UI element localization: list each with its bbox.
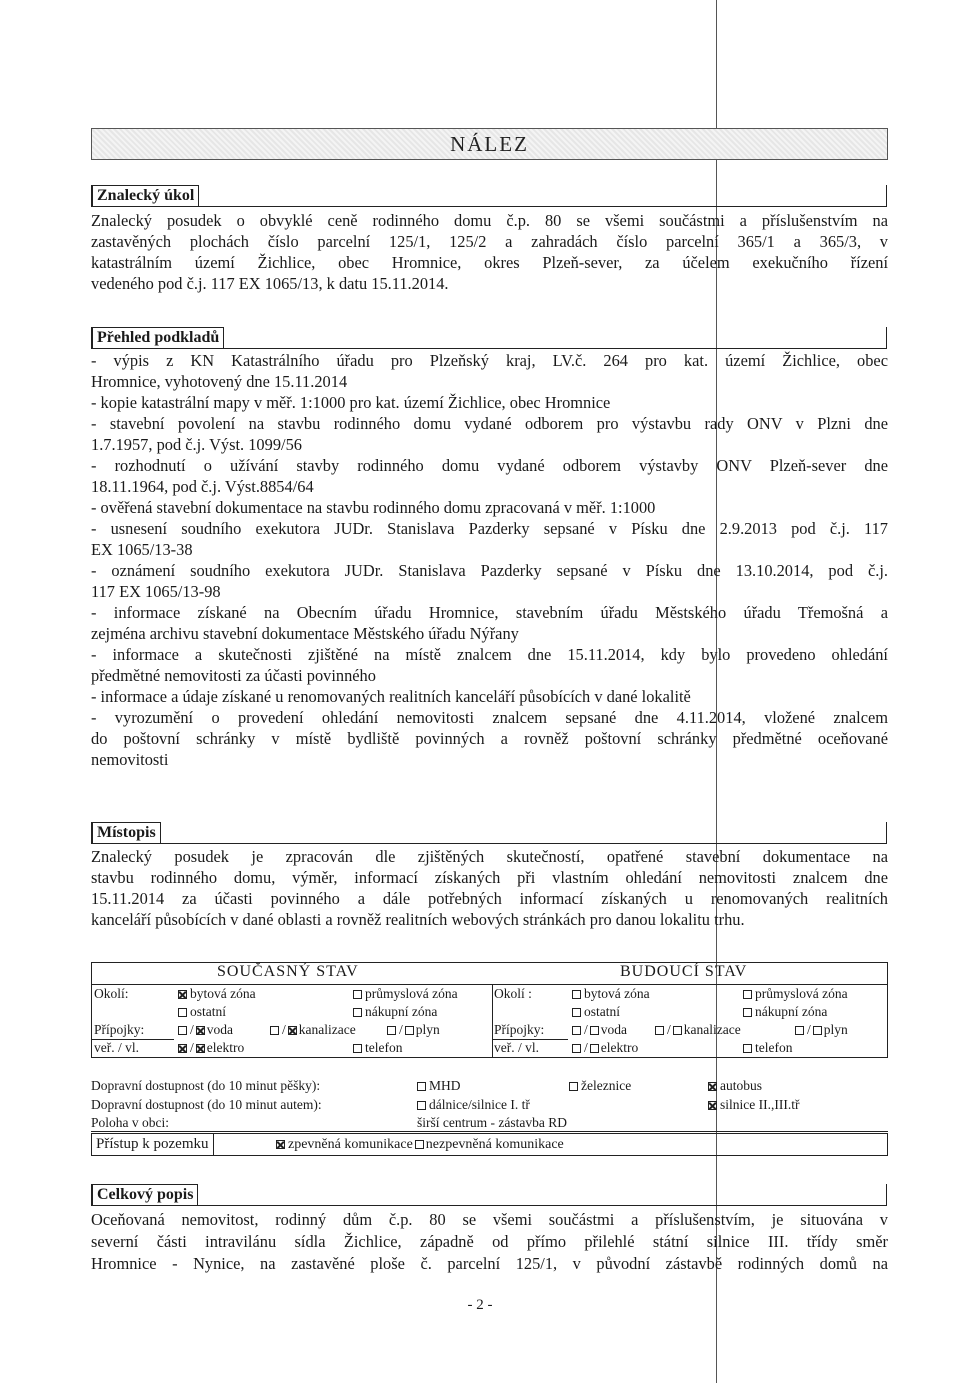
section-heading-box <box>91 185 887 207</box>
podklady-list <box>91 350 888 770</box>
section-heading-box <box>91 327 887 349</box>
connection-voda: / voda <box>178 1021 233 1039</box>
poloha-label: Poloha v obci: <box>91 1115 169 1130</box>
empty-box-icon <box>417 1082 426 1091</box>
list-item: - stavební povolení na stavbu rodinného domu vydané odborem pro výstavbu rady ONV v Plzni dne <box>91 414 888 433</box>
connection-voda: / voda <box>572 1021 627 1039</box>
pristup-label: Přístup k pozemku <box>92 1134 214 1155</box>
connection-telefon: telefon <box>353 1039 402 1057</box>
empty-box-icon <box>572 1008 581 1017</box>
connection-kanalizace: / kanalizace <box>655 1021 741 1039</box>
empty-box-icon <box>743 1044 752 1053</box>
empty-box-icon <box>417 1101 426 1110</box>
list-item: nemovitosti <box>91 750 169 769</box>
text-line: Hromnice - Nynice, na zastavěné ploše č. parcelní 125/1, v původní zástavbě rodinných domů na <box>91 1254 888 1273</box>
empty-box-icon <box>655 1026 664 1035</box>
pristup-row <box>91 1133 888 1156</box>
celkovy-paragraph <box>91 1209 888 1275</box>
connection-elektro: / elektro <box>178 1039 244 1057</box>
section-heading-box <box>91 1184 887 1206</box>
pripojky-label: Přípojky: <box>94 1022 145 1037</box>
access-autobus: autobus <box>708 1077 762 1095</box>
empty-box-icon <box>743 1008 752 1017</box>
list-item: - rozhodnutí o užívání stavby rodinného domu vydané odborem výstavby ONV Plzeň-sever dne <box>91 456 888 475</box>
current-state-title: SOUČASNÝ STAV <box>217 963 359 980</box>
list-item: 117 EX 1065/13-98 <box>91 582 221 601</box>
page-title: NÁLEZ <box>450 132 529 156</box>
list-item: zejména archivu stavební dokumentace Městského úřadu Nýřany <box>91 624 519 643</box>
pripojky-label: Přípojky: <box>494 1022 545 1037</box>
list-item: EX 1065/13-38 <box>91 540 193 559</box>
empty-box-icon <box>415 1140 424 1149</box>
future-state-title: BUDOUCÍ STAV <box>620 963 748 980</box>
section-heading: Znalecký úkol <box>92 185 199 206</box>
empty-box-icon <box>569 1082 578 1091</box>
list-item: předmětné nemovitosti za účasti povinného <box>91 666 376 685</box>
empty-box-icon <box>178 1026 187 1035</box>
access-dalnice: dálnice/silnice I. tř <box>417 1096 530 1114</box>
list-item: - informace získané na Obecním úřadu Hromnice, stavebním úřadu Městského úřadu Třemošná a <box>91 603 888 622</box>
ver-label: veř. / vl. <box>494 1040 539 1055</box>
checkbox-item: bytová zóna <box>178 985 256 1003</box>
section-heading-box <box>91 822 887 844</box>
empty-box-icon <box>795 1026 804 1035</box>
checked-box-icon <box>178 990 187 999</box>
table-divider <box>492 984 493 1058</box>
empty-box-icon <box>270 1026 279 1035</box>
list-item: 18.11.1964, pod č.j. Výst.8854/64 <box>91 477 314 496</box>
list-item: - výpis z KN Katastrálního úřadu pro Plzeňský kraj, LV.č. 264 pro kat. území Žichlice, obec <box>91 351 888 370</box>
okoli-label: Okolí : <box>494 986 532 1001</box>
checkbox-item: ostatní <box>572 1003 620 1021</box>
connection-kanalizace: / kanalizace <box>270 1021 356 1039</box>
empty-box-icon <box>813 1026 822 1035</box>
text-line: Znalecký posudek o obvyklé ceně rodinného domu č.p. 80 se všemi součástmi a příslušenstvím na <box>91 211 888 230</box>
connection-plyn: / plyn <box>387 1021 440 1039</box>
checked-box-icon <box>196 1044 205 1053</box>
list-item: - vyrozumění o provedení ohledání nemovitosti znalcem sepsané dne 4.11.2014, vložené znalcem <box>91 708 888 727</box>
section-heading: Místopis <box>92 822 161 843</box>
checkbox-item: nákupní zóna <box>743 1003 827 1021</box>
list-item: - kopie katastrální mapy v měř. 1:1000 pro kat. území Žichlice, obec Hromnice <box>91 393 611 412</box>
page-number: - 2 - <box>467 1297 493 1313</box>
checked-box-icon <box>288 1026 297 1035</box>
poloha-value: širší centrum - zástavba RD <box>417 1115 567 1130</box>
empty-box-icon <box>405 1026 414 1035</box>
list-item: - ověřená stavební dokumentace na stavbu rodinného domu zpracovaná v měř. 1:1000 <box>91 498 656 517</box>
list-item: - informace a údaje získané u renomovaných realitních kanceláří působících v dané lokalitě <box>91 687 691 706</box>
list-item: - usnesení soudního exekutora JUDr. Stanislava Pazderky sepsané v Písku dne 2.9.2013 pod č.j. 117 <box>91 519 888 538</box>
access-mhd: MHD <box>417 1077 461 1095</box>
access-zeleznice: železnice <box>569 1077 631 1095</box>
section-heading: Celkový popis <box>92 1184 198 1205</box>
list-item: do poštovní schránky v místě bydliště povinných a rovněž poštovní schránky předmětné oceňované <box>91 729 888 748</box>
ver-label: veř. / vl. <box>94 1040 139 1055</box>
empty-box-icon <box>387 1026 396 1035</box>
empty-box-icon <box>353 1008 362 1017</box>
list-item: Hromnice, vyhotovený dne 15.11.2014 <box>91 372 348 391</box>
checkbox-item: průmyslová zóna <box>353 985 458 1003</box>
empty-box-icon <box>590 1044 599 1053</box>
checked-box-icon <box>708 1101 717 1110</box>
empty-box-icon <box>590 1026 599 1035</box>
checked-box-icon <box>196 1026 205 1035</box>
empty-box-icon <box>743 990 752 999</box>
access-block <box>91 1077 888 1133</box>
checkbox-item: průmyslová zóna <box>743 985 848 1003</box>
access-silnice: silnice II.,III.tř <box>708 1096 799 1114</box>
text-line: katastrálním území Žichlice, obec Hromnice, okres Plzeň-sever, za účelem exekučního řízení <box>91 253 888 272</box>
pristup-value: zpevněná komunikace nezpevněná komunikace <box>276 1134 564 1155</box>
state-table <box>91 962 888 1058</box>
empty-box-icon <box>353 990 362 999</box>
section-heading: Přehled podkladů <box>92 327 224 348</box>
access-divider <box>91 1131 888 1132</box>
ukol-paragraph <box>91 210 888 294</box>
text-line: kanceláří působících v dané oblasti a rovněž realitních webových stránkách pro danou lokalitu trhu. <box>91 910 745 929</box>
checkbox-item: ostatní <box>178 1003 226 1021</box>
checkbox-item: nákupní zóna <box>353 1003 437 1021</box>
empty-box-icon <box>572 990 581 999</box>
checked-box-icon <box>178 1044 187 1053</box>
list-item: 1.7.1957, pod č.j. Výst. 1099/56 <box>91 435 302 454</box>
empty-box-icon <box>572 1044 581 1053</box>
text-line: Znalecký posudek je zpracován dle zjištěných skutečností, opatřené stavební dokumentace na <box>91 847 888 866</box>
mistopis-paragraph <box>91 846 888 930</box>
text-line: Oceňovaná nemovitost, rodinný dům č.p. 80 se všemi součástmi a příslušenstvím, je situována v <box>91 1210 888 1229</box>
empty-box-icon <box>673 1026 682 1035</box>
text-line: severní části intravilánu sídla Žichlice, západně od přímo přilehlé státní silnice III. třídy směr <box>91 1232 888 1251</box>
checkbox-item: bytová zóna <box>572 985 650 1003</box>
list-item: - informace a skutečnosti zjištěné na místě znalcem dne 15.11.2014, kdy bylo provedeno ohledání <box>91 645 888 664</box>
empty-box-icon <box>353 1044 362 1053</box>
checked-box-icon <box>276 1140 285 1149</box>
empty-box-icon <box>178 1008 187 1017</box>
text-line: stavbu rodinného domu, výměr, informací získaných při vlastním ohledání nemovitosti znalcem dne <box>91 868 888 887</box>
okoli-label: Okolí: <box>94 986 129 1001</box>
access-car-label: Dopravní dostupnost (do 10 minut autem): <box>91 1097 322 1112</box>
connection-telefon: telefon <box>743 1039 792 1057</box>
text-line: zastavěných plochách číslo parcelní 125/1, 125/2 a zahradách číslo parcelní 365/1 a 365/3, v <box>91 232 888 251</box>
text-line: vedeného pod č.j. 117 EX 1065/13, k datu 15.11.2014. <box>91 274 449 293</box>
list-item: - oznámení soudního exekutora JUDr. Stanislava Pazderky sepsané v Písku dne 13.10.2014, pod č.j. <box>91 561 888 580</box>
title-banner <box>91 128 888 160</box>
connection-plyn: / plyn <box>795 1021 848 1039</box>
connection-elektro: / elektro <box>572 1039 638 1057</box>
checked-box-icon <box>708 1082 717 1091</box>
access-walk-label: Dopravní dostupnost (do 10 minut pěšky): <box>91 1078 321 1093</box>
empty-box-icon <box>572 1026 581 1035</box>
text-line: 15.11.2014 za účasti povinného a dále potřebných informací získaných u renomovaných realitních <box>91 889 888 908</box>
